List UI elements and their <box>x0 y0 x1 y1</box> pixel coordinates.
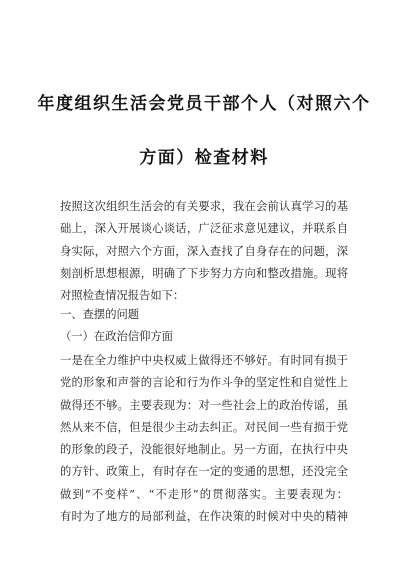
body-line: 做到“不变样”、“不走形”的贯彻落实。主要表现为： <box>60 487 348 501</box>
intro-line: 按照这次组织生活会的有关要求，我在会前认真学习的基 <box>60 200 348 213</box>
section-heading: 一、查摆的问题 <box>60 308 140 321</box>
intro-line: 础上，深入开展谈心谈话，广泛征求意见建议，并联系自 <box>60 222 348 236</box>
body-paragraph <box>60 350 348 528</box>
document-title-line-2: 方面）检查材料 <box>139 148 269 168</box>
intro-line: 对照检查情况报告如下： <box>60 289 185 303</box>
intro-line: 身实际，对照六个方面，深入查找了自身存在的问题，深 <box>60 244 348 258</box>
body-line: 的形象的段子，没能很好地制止。另一方面，在执行中央 <box>60 443 348 457</box>
document-title-line-1: 年度组织生活会党员干部个人（对照六个 <box>37 94 371 114</box>
body-line: 做得还不够。主要表现为：对一些社会上的政治传谣，虽 <box>60 398 348 412</box>
body-line: 有时为了地方的局部利益，在作决策的时候对中央的精神 <box>60 510 348 524</box>
subsection-heading: （一）在政治信仰方面 <box>60 330 173 343</box>
intro-paragraph <box>60 196 348 307</box>
body-line: 然从来不信，但是很少主动去纠正。对民间一些有损于党 <box>60 420 348 434</box>
body-line: 一是在全力维护中央权威上做得还不够好。有时同有损于 <box>60 354 348 367</box>
body-line: 党的形象和声誉的言论和行为作斗争的坚定性和自觉性上 <box>60 376 348 390</box>
body-line: 的方针、政策上，有时存在一定的变通的思想，还没完全 <box>60 465 348 479</box>
intro-line: 刻剖析思想根源，明确了下步努力方向和整改措施。现将 <box>60 266 348 280</box>
